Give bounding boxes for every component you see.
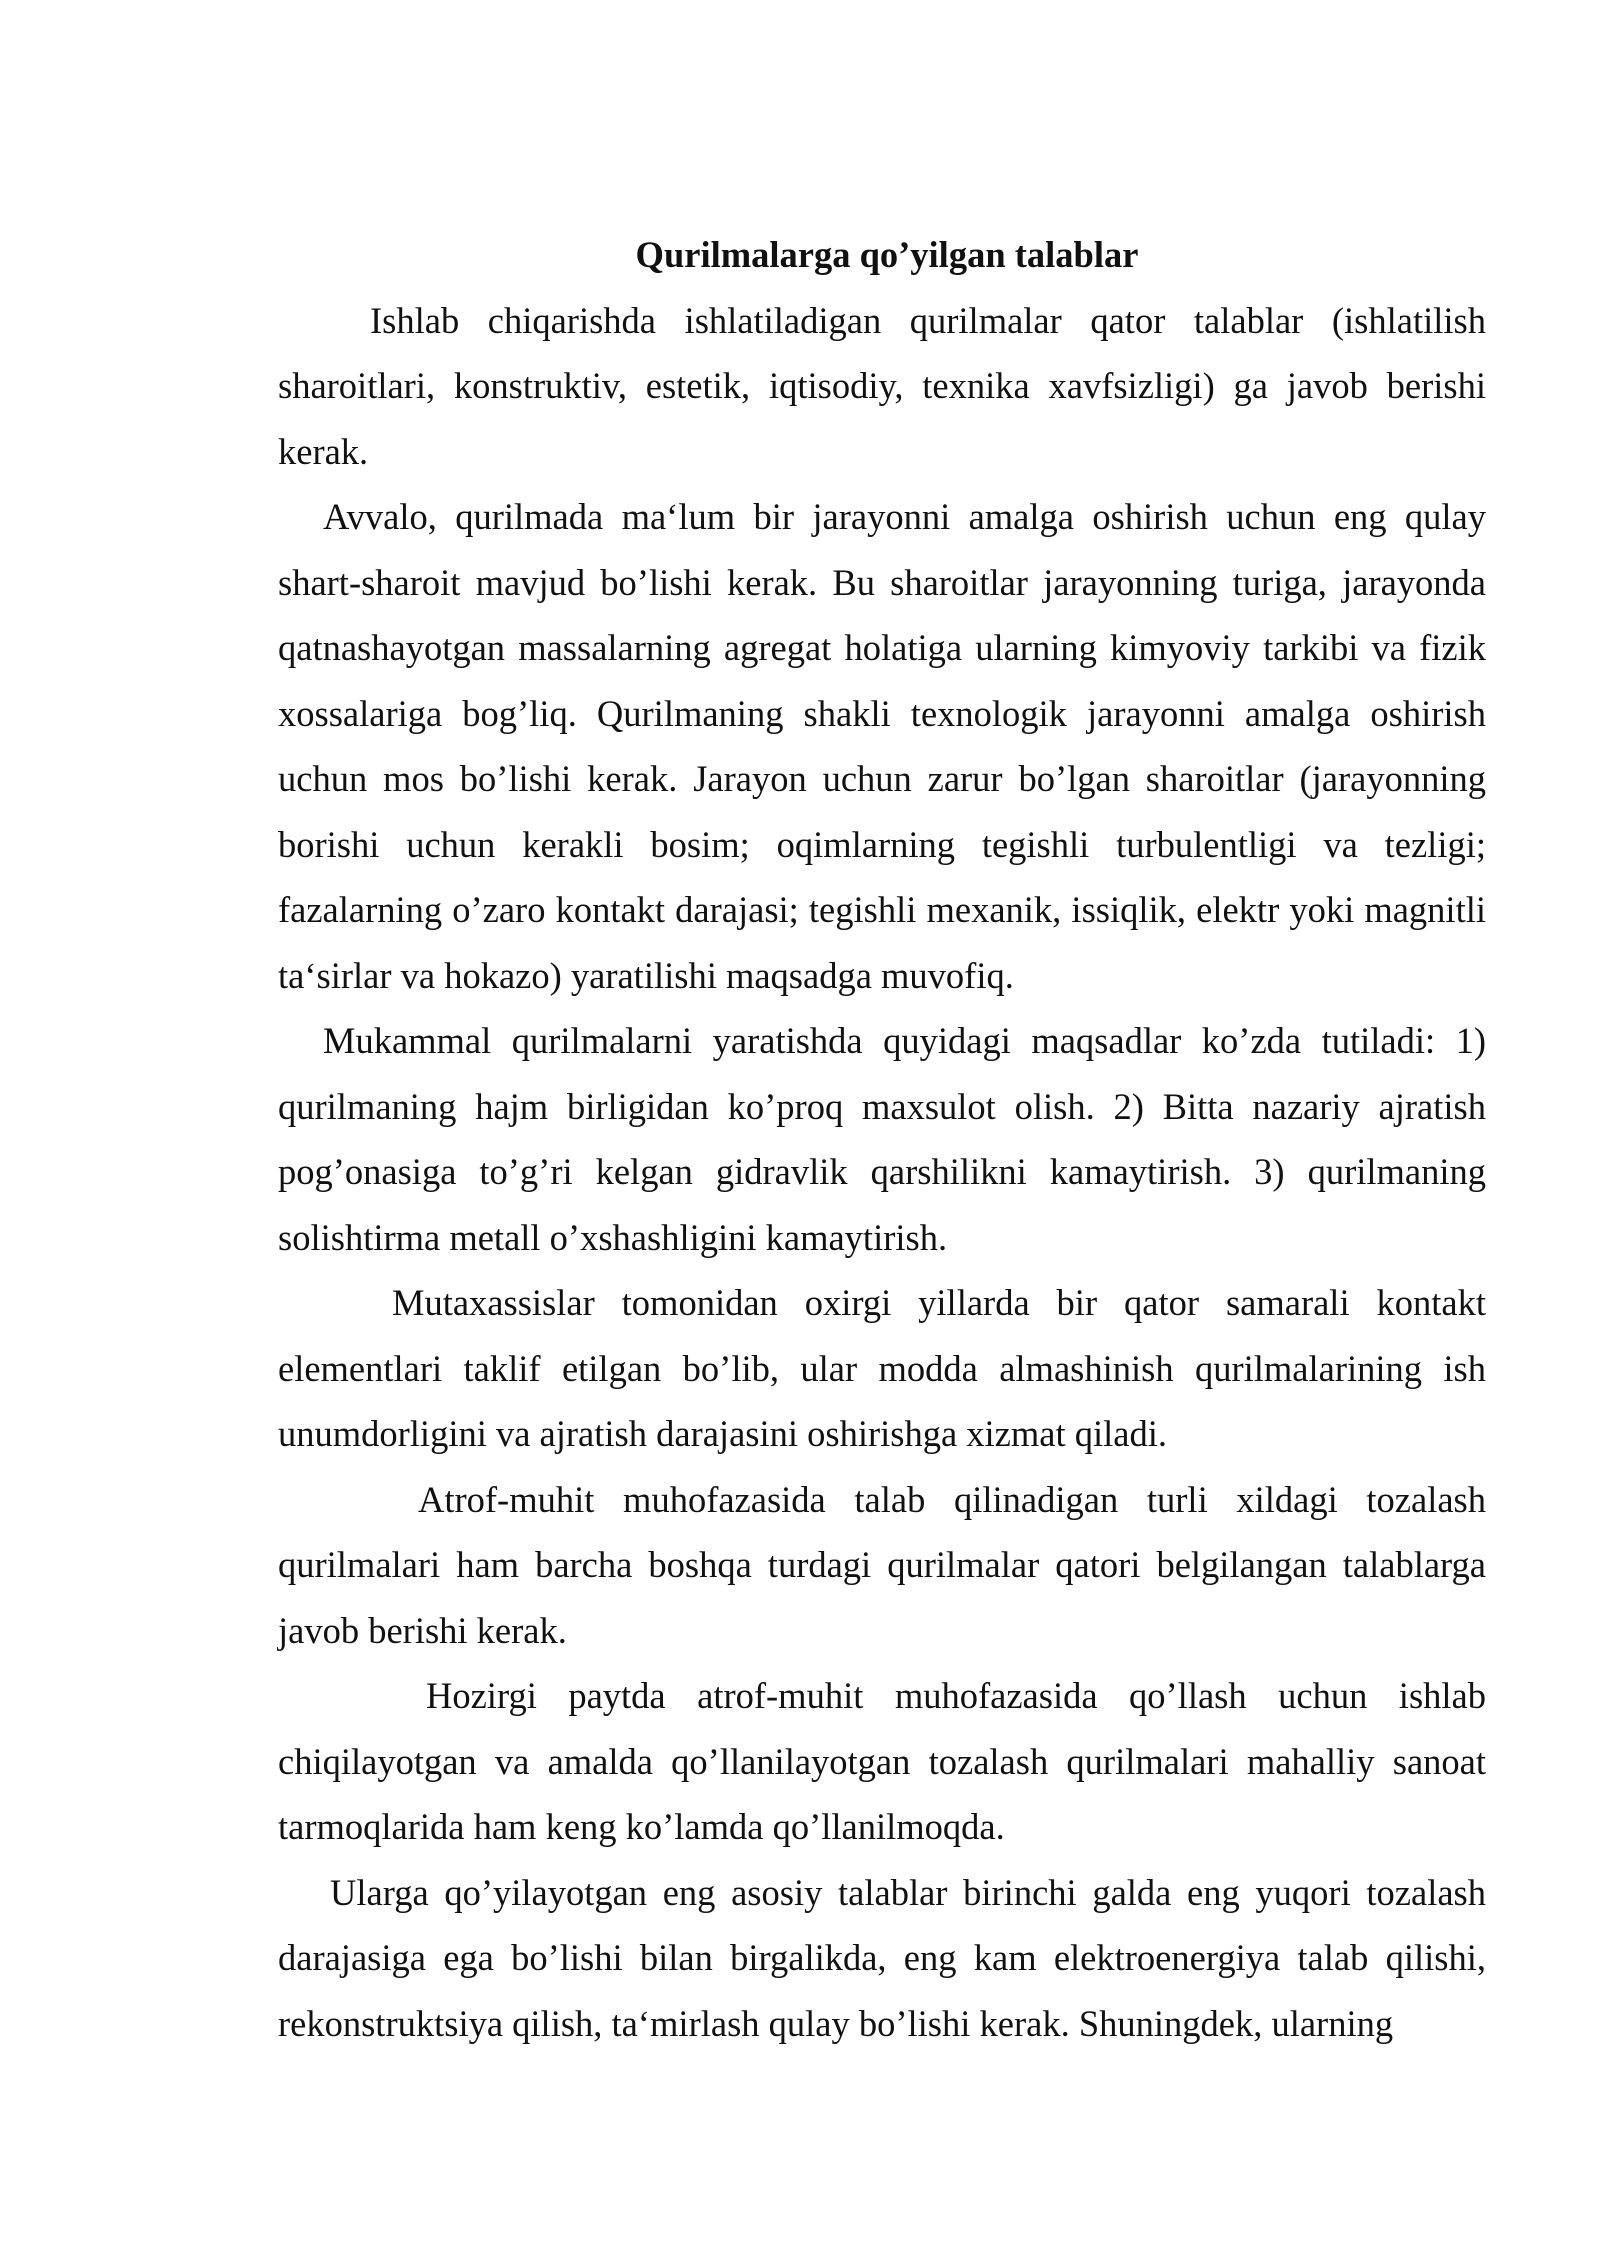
- paragraph-design-goals: Mukammal qurilmalarni yaratishda quyidagi maqsadlar ko’zda tutiladi: 1) qurilmaning hajm birligidan ko’proq maxsulot olish. 2) Bitta nazariy ajratish pog’onasiga to’g’ri kelgan gidravlik qarshilikni kamaytirish. 3) qurilmaning solishtirma metall o’xshashligini kamaytirish.: [278, 1020, 1486, 1258]
- paragraph-main-requirements: Ularga qo’yilayotgan eng asosiy talablar birinchi galda eng yuqori tozalash darajasiga ega bo’lishi bilan birgalikda, eng kam elektroenergiya talab qilishi, rekonstruktsiya qilish, ta‘mirlash qulay bo’lishi kerak. Shuningdek, ularning: [278, 1871, 1486, 2044]
- document-body: [278, 222, 1486, 2056]
- paragraph-contact-elements: Mutaxassislar tomonidan oxirgi yillarda bir qator samarali kontakt elementlari taklif etilgan bo’lib, ular modda almashinish qurilmalarining ish unumdorligini va ajratish darajasini oshirishga xizmat qiladi.: [278, 1282, 1486, 1454]
- document-title: Qurilmalarga qo’yilgan talablar: [635, 234, 1139, 275]
- paragraph-process-conditions: Avvalo, qurilmada ma‘lum bir jarayonni amalga oshirish uchun eng qulay shart-sharoit mavjud bo’lishi kerak. Bu sharoitlar jarayonning turiga, jarayonda qatnashayotgan massalarning agregat holatiga ularning kimyoviy tarkibi va fizik xossalariga bog’liq. Qurilmaning shakli texnologik jarayonni amalga oshirish uchun mos bo’lishi kerak. Jarayon uchun zarur bo’lgan sharoitlar (jarayonning borishi uchun kerakli bosim; oqimlarning tegishli turbulentligi va tezligi; fazalarning o’zaro kontakt darajasi; tegishli mexanik, issiqlik, elektr yoki magnitli ta‘sirlar va hokazo) yaratilishi maqsadga muvofiq.: [278, 496, 1486, 996]
- paragraph-cleaning-devices: Atrof-muhit muhofazasida talab qilinadigan turli xildagi tozalash qurilmalari ham barcha boshqa turdagi qurilmalar qatori belgilangan talablarga javob berishi kerak.: [278, 1478, 1486, 1651]
- paragraph-current-usage: Hozirgi paytda atrof-muhit muhofazasida qo’llash uchun ishlab chiqilayotgan va amalda qo’llanilayotgan tozalash qurilmalari mahalliy sanoat tarmoqlarida ham keng ko’lamda qo’llanilmoqda.: [278, 1675, 1486, 1847]
- paragraph-requirements-intro: Ishlab chiqarishda ishlatiladigan qurilmalar qator talablar (ishlatilish sharoitlari, konstruktiv, estetik, iqtisodiy, texnika xavfsizligi) ga javob berishi kerak.: [278, 299, 1486, 472]
